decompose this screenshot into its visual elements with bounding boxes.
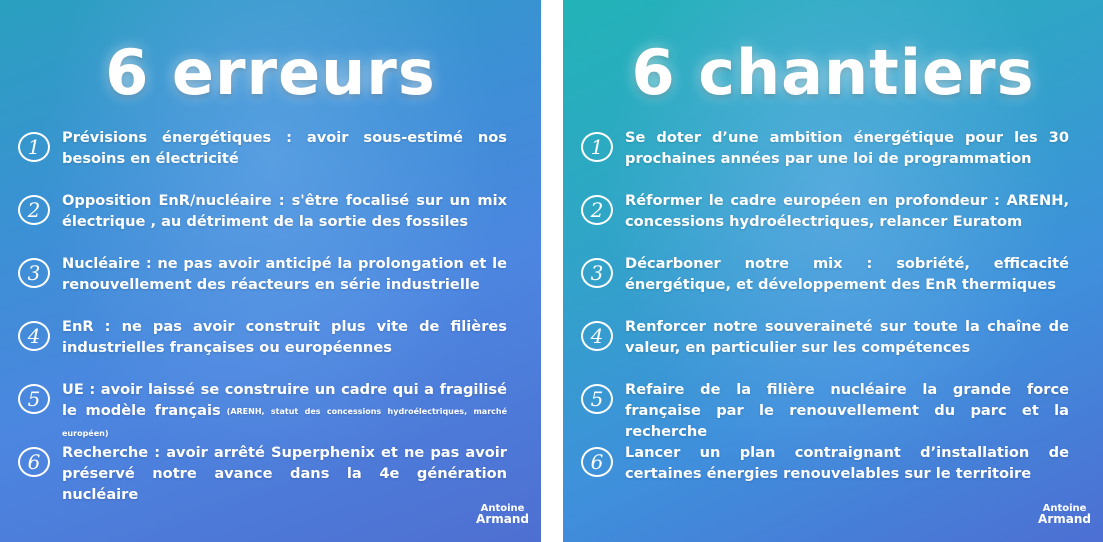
number-circle-icon: 5	[581, 384, 613, 414]
item-text: Nucléaire : ne pas avoir anticipé la prolongation et le renouvellement des réacteurs en série industrielle	[62, 255, 507, 293]
list-item	[581, 442, 1069, 505]
list-item	[18, 253, 507, 316]
number-circle-icon: 1	[581, 132, 613, 162]
logo-line-1: Antoine	[1042, 503, 1087, 514]
panel-title: 6 chantiers	[631, 36, 1035, 109]
list-item	[581, 379, 1069, 442]
projects-panel	[563, 0, 1103, 542]
number-circle-icon: 4	[581, 321, 613, 351]
list-item	[18, 379, 507, 442]
number-circle-icon: 2	[18, 195, 50, 225]
item-text: Réformer le cadre européen en profondeur : ARENH, concessions hydroélectriques, relancer Euratom	[625, 192, 1069, 230]
list-item	[581, 127, 1069, 190]
item-text: Refaire de la filière nucléaire la grande force française par le renouvellement du parc et la recherche	[625, 381, 1069, 440]
item-note: (ARENH, statut des concessions hydroélectriques, marché européen)	[62, 407, 507, 438]
item-text: Décarboner notre mix : sobriété, efficacité énergétique, et développement des EnR thermiques	[625, 255, 1069, 293]
list-item	[18, 127, 507, 190]
item-list	[581, 127, 1069, 505]
item-text: Prévisions énergétiques : avoir sous-estimé nos besoins en électricité	[62, 129, 507, 167]
logo-line-2: Armand	[1038, 512, 1091, 526]
author-logo	[476, 503, 529, 525]
number-circle-icon: 5	[18, 384, 50, 414]
list-item	[581, 316, 1069, 379]
item-text	[62, 379, 507, 444]
number-circle-icon: 4	[18, 321, 50, 351]
item-text: Recherche : avoir arrêté Superphenix et ne pas avoir préservé notre avance dans la 4e génération nucléaire	[62, 444, 507, 503]
item-list	[18, 127, 507, 505]
logo-line-1: Antoine	[480, 503, 525, 514]
item-text: EnR : ne pas avoir construit plus vite de filières industrielles françaises ou européennes	[62, 318, 507, 356]
number-circle-icon: 1	[18, 132, 50, 162]
author-logo	[1038, 503, 1091, 525]
number-circle-icon: 3	[18, 258, 50, 288]
number-circle-icon: 3	[581, 258, 613, 288]
logo-line-2: Armand	[476, 512, 529, 526]
item-text: Renforcer notre souveraineté sur toute la chaîne de valeur, en particulier sur les compétences	[625, 318, 1069, 356]
list-item	[581, 253, 1069, 316]
list-item	[18, 442, 507, 505]
item-text: Lancer un plan contraignant d’installation de certaines énergies renouvelables sur le territoire	[625, 444, 1069, 482]
list-item	[18, 316, 507, 379]
errors-panel	[0, 0, 541, 542]
item-text: Se doter d’une ambition énergétique pour les 30 prochaines années par une loi de programmation	[625, 129, 1069, 167]
item-main-text: UE : avoir laissé se construire un cadre qui a fragilisé le modèle français	[62, 381, 507, 419]
item-text: Opposition EnR/nucléaire : s'être focalisé sur un mix électrique , au détriment de la sortie des fossiles	[62, 192, 507, 230]
number-circle-icon: 2	[581, 195, 613, 225]
number-circle-icon: 6	[581, 447, 613, 477]
list-item	[581, 190, 1069, 253]
list-item	[18, 190, 507, 253]
panel-title: 6 erreurs	[105, 36, 436, 109]
number-circle-icon: 6	[18, 447, 50, 477]
